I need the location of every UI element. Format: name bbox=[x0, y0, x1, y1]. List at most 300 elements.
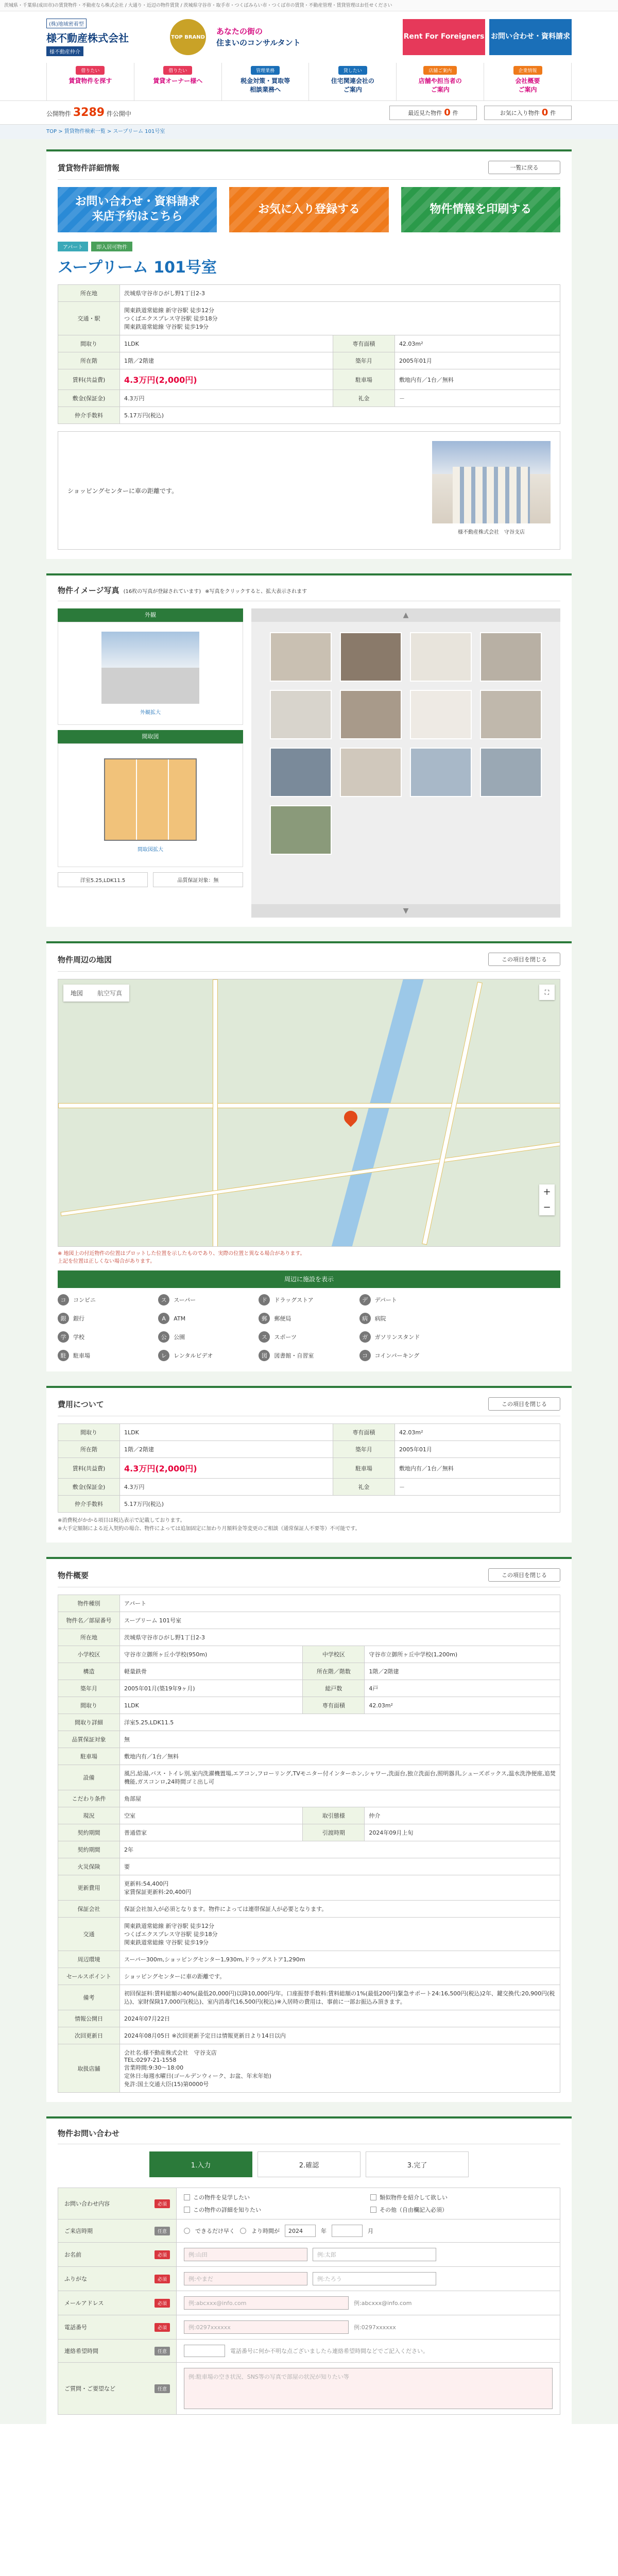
row-key: 敷金(保証金) bbox=[58, 1479, 120, 1496]
row-key: 敷金(保証金) bbox=[58, 390, 120, 407]
row-key: 間取り bbox=[58, 1697, 120, 1714]
table-row bbox=[58, 1951, 560, 1968]
table-row bbox=[58, 1680, 560, 1697]
facility-list bbox=[58, 1293, 560, 1362]
table-row bbox=[58, 1875, 560, 1901]
table-row bbox=[58, 1697, 560, 1714]
property-title: スープリーム 101号室 bbox=[58, 259, 217, 277]
row-key: 駐車場 bbox=[333, 1458, 394, 1479]
detail-spec-table bbox=[58, 284, 560, 424]
add-favorite-button[interactable]: お気に入り登録する bbox=[229, 187, 388, 232]
row-value: 4.3万円 bbox=[120, 1479, 333, 1496]
name-input-2[interactable]: 例:太郎 bbox=[313, 2248, 436, 2261]
thumbnail-panel bbox=[251, 608, 560, 918]
nav-item[interactable] bbox=[134, 63, 221, 100]
table-row bbox=[58, 1807, 560, 1824]
facility-toggle[interactable] bbox=[158, 1349, 259, 1362]
facility-label: 病院 bbox=[374, 1315, 386, 1322]
facility-toggle[interactable] bbox=[359, 1349, 460, 1362]
photo-thumbnail[interactable] bbox=[480, 690, 542, 739]
comment-box bbox=[58, 431, 560, 550]
photo-thumbnail[interactable] bbox=[270, 748, 332, 797]
step-confirm: 2.確認 bbox=[258, 2151, 360, 2177]
table-row bbox=[58, 369, 560, 390]
facility-toggle[interactable] bbox=[58, 1349, 158, 1362]
facility-icon: 郵 bbox=[259, 1313, 270, 1324]
row-key: 現況 bbox=[58, 1807, 120, 1824]
row-value: 1LDK bbox=[120, 1424, 333, 1441]
inquiry-form: お問い合わせ内容 必須 この物件を見学したい 類似物件を紹介して欲しい この物件の詳細を知りたい その他（自由欄記入必須） ご来店時期 任意 できるだけ早く より時間が 2024 年 月 お名前 必須 例:山田 例:太郎 ふりがな 必須 例:やまだ 例:たろう メールアドレス 必須 例:abcxxx@info.com 例:abcxxx@info.com 電話番号 必須 例:0297xxxxxx 例:0297xxxxxx 連絡希望時間 任意 電話番号に何か不明な点ございましたら連絡希望時間などでご記入ください。 ご質問・ご要望など 任意 例:駐車場の空き状況、SNS等の写真で部屋の状況が知りたい等 bbox=[58, 2188, 560, 2415]
catch-line-2: 住まいのコンサルタント bbox=[216, 38, 301, 47]
foreigners-button[interactable]: Rent For Foreigners bbox=[403, 19, 485, 55]
facility-label: 郵便局 bbox=[274, 1315, 291, 1322]
facility-spacer bbox=[460, 1349, 560, 1362]
facility-icon: 図 bbox=[259, 1350, 270, 1361]
nav-pill: 貸したい bbox=[338, 66, 367, 75]
nav-pill: 管理業務 bbox=[251, 66, 280, 75]
print-button[interactable]: 物件情報を印刷する bbox=[401, 187, 560, 232]
facility-toggle[interactable] bbox=[158, 1330, 259, 1344]
facility-label: 銀行 bbox=[73, 1315, 84, 1322]
catch-line-1: あなたの街の bbox=[216, 26, 263, 36]
row-key: 専有面積 bbox=[303, 1697, 365, 1714]
row-key: 構造 bbox=[58, 1663, 120, 1680]
photo-thumbnail[interactable] bbox=[270, 805, 332, 855]
map-section bbox=[46, 941, 572, 1371]
floorplan-zoom-link[interactable]: 間取図拡大 bbox=[138, 846, 163, 853]
tel-example: 例:0297xxxxxx bbox=[354, 2324, 396, 2331]
facility-spacer bbox=[460, 1330, 560, 1344]
row-value: 風呂,給湯,バス・トイレ別,室内洗濯機置場,エアコン,フローリング,TVモニター付インターホン,シャワー,洗面台,独立洗面台,照明器具,シューズボックス,温水洗浄便座,追焚機能,ガスコンロ,24時間ゴミ出し可 bbox=[120, 1765, 560, 1790]
nav-item[interactable] bbox=[221, 63, 309, 100]
close-map-button[interactable]: この項目を閉じる bbox=[488, 953, 560, 966]
row-value: 1LDK bbox=[120, 335, 333, 352]
close-overview-button[interactable]: この項目を閉じる bbox=[488, 1568, 560, 1582]
row-value: 5.17万円(税込) bbox=[120, 1496, 560, 1513]
public-count: 公開物件 3289 件公開中 bbox=[46, 106, 131, 119]
facility-toggle[interactable] bbox=[158, 1312, 259, 1325]
map-heading: 物件周辺の地図 bbox=[58, 955, 112, 964]
photo-heading: 物件イメージ写真 (16枚の写真が登録されています) ※写真をクリックすると、拡大表示されます bbox=[58, 586, 307, 595]
kana-input-2[interactable]: 例:たろう bbox=[313, 2272, 436, 2285]
fee-heading: 費用について bbox=[58, 1399, 104, 1409]
table-row bbox=[58, 1424, 560, 1441]
row-value: 角部屋 bbox=[120, 1790, 560, 1807]
row-value: 2005年01月(築19年9ヶ月) bbox=[120, 1680, 303, 1697]
row-value: 42.03m² bbox=[365, 1697, 560, 1714]
fullscreen-icon[interactable]: ⛶ bbox=[539, 985, 555, 1000]
row-value: 4戸 bbox=[365, 1680, 560, 1697]
scroll-up-arrow[interactable]: ▲ bbox=[251, 608, 560, 622]
row-key: 中学校区 bbox=[303, 1646, 365, 1663]
row-key: 所在地 bbox=[58, 285, 120, 302]
row-key: こだわり条件 bbox=[58, 1790, 120, 1807]
row-key: 築年月 bbox=[333, 1441, 394, 1458]
zoom-out-icon[interactable]: − bbox=[543, 1202, 551, 1213]
row-value: 会社名:様不動産株式会社 守谷支店 TEL:0297-21-1558 営業時間:9:30～18:00 定休日:毎週水曜日(ゴールデンウィーク、お盆、年末年始) 免許:国土交通大臣(15)第0000号 bbox=[120, 2044, 560, 2093]
row-value: スープリーム 101号室 bbox=[120, 1612, 560, 1629]
facility-toggle[interactable] bbox=[259, 1312, 359, 1325]
visit-asap[interactable]: できるだけ早く bbox=[184, 2227, 235, 2235]
facility-icon: 駐 bbox=[58, 1350, 69, 1361]
row-value: 保証会社加入が必須となります。物件によっては連帯保証人が必要となります。 bbox=[120, 1901, 560, 1918]
row-value: 敷地内有／1台／無料 bbox=[394, 369, 560, 390]
contact-request-button[interactable]: お問い合わせ・資料請求 bbox=[489, 19, 572, 55]
facility-label: デパート bbox=[374, 1297, 397, 1303]
photo-thumbnail[interactable] bbox=[340, 748, 402, 797]
row-key: 次回更新日 bbox=[58, 2027, 120, 2044]
exterior-zoom-link[interactable]: 外観拡大 bbox=[140, 709, 161, 716]
row-value: 茨城県守谷市ひがし野1丁目2-3 bbox=[120, 285, 560, 302]
table-row bbox=[58, 1479, 560, 1496]
facility-icon: ス bbox=[158, 1294, 169, 1306]
table-row bbox=[58, 1968, 560, 1985]
fee-table bbox=[58, 1423, 560, 1513]
shop-photo bbox=[432, 441, 551, 540]
nav-pill: 借りたい bbox=[76, 66, 105, 75]
overview-section bbox=[46, 1557, 572, 2102]
comment-text: ショッピングセンターに車の距離です。 bbox=[67, 487, 178, 495]
facility-toggle[interactable] bbox=[259, 1349, 359, 1362]
message-textarea[interactable]: 例:駐車場の空き状況、SNS等の写真で部屋の状況が知りたい等 bbox=[184, 2368, 553, 2409]
show-facilities-button[interactable]: 周辺に施設を表示 bbox=[58, 1270, 560, 1288]
row-key: 所在階 bbox=[58, 352, 120, 369]
layout-detail: 洋室5.25,LDK11.5 bbox=[58, 872, 148, 887]
shop-building-image bbox=[432, 441, 551, 523]
facility-label: コンビニ bbox=[73, 1297, 96, 1303]
table-row bbox=[58, 1595, 560, 1612]
facility-icon: A bbox=[158, 1313, 169, 1324]
favorites-button[interactable]: お気に入り物件 0 件 bbox=[484, 106, 572, 120]
global-nav bbox=[0, 63, 618, 101]
facility-toggle[interactable] bbox=[359, 1293, 460, 1307]
back-to-list-button[interactable]: 一覧に戻る bbox=[488, 161, 560, 174]
option-other[interactable]: その他（自由欄記入必須） bbox=[370, 2206, 553, 2214]
photo-thumbnail[interactable] bbox=[340, 690, 402, 739]
table-row bbox=[58, 390, 560, 407]
row-value: 仲介 bbox=[365, 1807, 560, 1824]
row-key: 設備 bbox=[58, 1765, 120, 1790]
table-row bbox=[58, 1918, 560, 1951]
facility-icon: 病 bbox=[359, 1313, 371, 1324]
name-input[interactable]: 例:山田 bbox=[184, 2248, 307, 2261]
row-key: 物件名／部屋番号 bbox=[58, 1612, 120, 1629]
row-value: 1階／2階建 bbox=[120, 352, 333, 369]
facility-icon: 公 bbox=[158, 1331, 169, 1343]
table-row bbox=[58, 352, 560, 369]
row-key: 築年月 bbox=[58, 1680, 120, 1697]
facility-icon: 銀 bbox=[58, 1313, 69, 1324]
facility-icon: デ bbox=[359, 1294, 371, 1306]
facility-label: ATM bbox=[174, 1315, 186, 1322]
row-key: 引渡時期 bbox=[303, 1824, 365, 1841]
facility-label: コインパーキング bbox=[374, 1352, 420, 1359]
type-tag: アパート bbox=[58, 242, 88, 251]
table-row bbox=[58, 1496, 560, 1513]
row-value: 空室 bbox=[120, 1807, 303, 1824]
facility-icon: ガ bbox=[359, 1331, 371, 1343]
facility-toggle[interactable] bbox=[359, 1330, 460, 1344]
photo-thumbnail[interactable] bbox=[340, 632, 402, 682]
map-tab[interactable]: 地図 bbox=[71, 990, 83, 997]
facility-icon: コ bbox=[58, 1294, 69, 1306]
table-row bbox=[58, 302, 560, 335]
facility-label: ガソリンスタンド bbox=[374, 1334, 420, 1341]
row-key: 所在階／階数 bbox=[303, 1663, 365, 1680]
facility-toggle[interactable] bbox=[259, 1293, 359, 1307]
floorplan-label: 間取図 bbox=[58, 730, 243, 743]
row-value: 1階／2階建 bbox=[120, 1441, 333, 1458]
facility-label: スポーツ bbox=[274, 1334, 297, 1341]
table-row bbox=[58, 1765, 560, 1790]
facility-toggle[interactable] bbox=[259, 1330, 359, 1344]
zoom-in-icon[interactable]: + bbox=[543, 1187, 551, 1197]
facility-icon: レ bbox=[158, 1350, 169, 1361]
row-value: 2024年09月上旬 bbox=[365, 1824, 560, 1841]
table-row bbox=[58, 1663, 560, 1680]
nav-pill: 店舗ご案内 bbox=[423, 66, 457, 75]
row-key: 保証会社 bbox=[58, 1901, 120, 1918]
row-key: 所在階 bbox=[58, 1441, 120, 1458]
table-row bbox=[58, 1458, 560, 1479]
nav-pill: 企業情報 bbox=[513, 66, 542, 75]
table-row bbox=[58, 1731, 560, 1748]
nav-item[interactable] bbox=[396, 63, 484, 100]
shop-caption: 様不動産株式会社 守谷支店 bbox=[458, 530, 525, 535]
photo-thumbnail[interactable] bbox=[270, 632, 332, 682]
top-info-bar: 茨城県・千葉県(成田市)の賃貸物件・不動産なら株式会社 / 大通り・近辺の物件賃貸 / 茨城県守谷市・取手市・つくばみらい市・つくば市の賃貸・不動産管理・賃貸管理はお任せください bbox=[0, 0, 618, 11]
zoom-control bbox=[539, 1184, 555, 1215]
facility-spacer bbox=[460, 1293, 560, 1307]
row-value: 敷地内有／1台／無料 bbox=[394, 1458, 560, 1479]
table-row bbox=[58, 1646, 560, 1663]
option-similar[interactable]: 類似物件を紹介して欲しい bbox=[370, 2193, 553, 2201]
inquiry-button[interactable]: お問い合わせ・資料請求 来店予約はこちら bbox=[58, 187, 217, 232]
map-canvas[interactable] bbox=[58, 979, 560, 1247]
facility-icon: ド bbox=[259, 1294, 270, 1306]
row-value: 2005年01月 bbox=[394, 1441, 560, 1458]
row-key: 賃料(共益費) bbox=[58, 1458, 120, 1479]
row-key: 賃料(共益費) bbox=[58, 369, 120, 390]
count-bar bbox=[0, 101, 618, 125]
overview-table bbox=[58, 1595, 560, 2093]
row-value: 要 bbox=[120, 1858, 560, 1875]
facility-label: レンタルビデオ bbox=[174, 1352, 213, 1359]
photo-thumbnail[interactable] bbox=[410, 690, 472, 739]
row-key: 火災保険 bbox=[58, 1858, 120, 1875]
row-value: アパート bbox=[120, 1595, 560, 1612]
table-row bbox=[58, 335, 560, 352]
kana-input[interactable]: 例:やまだ bbox=[184, 2272, 307, 2285]
row-value: 42.03m² bbox=[394, 1424, 560, 1441]
row-key: 間取り詳細 bbox=[58, 1714, 120, 1731]
row-key: 情報公開日 bbox=[58, 2010, 120, 2027]
row-key: 取扱店舗 bbox=[58, 2044, 120, 2093]
facility-label: 学校 bbox=[73, 1334, 84, 1341]
photo-thumbnail[interactable] bbox=[480, 632, 542, 682]
photo-thumbnail[interactable] bbox=[480, 748, 542, 797]
row-key: 専有面積 bbox=[333, 335, 394, 352]
recent-viewed-button[interactable]: 最近見た物件 0 件 bbox=[389, 106, 477, 120]
row-value: 4.3万円(2,000円) bbox=[120, 369, 333, 390]
row-value: 更新料:54,400円 家賃保証更新料:20,400円 bbox=[120, 1875, 560, 1901]
table-row bbox=[58, 1985, 560, 2010]
facility-toggle[interactable] bbox=[58, 1312, 158, 1325]
email-input[interactable]: 例:abcxxx@info.com bbox=[184, 2296, 349, 2310]
row-value: ショッピングセンターに車の距離です。 bbox=[120, 1968, 560, 1985]
row-key: 周辺環境 bbox=[58, 1951, 120, 1968]
breadcrumb[interactable]: TOP > 賃貸物件検索一覧 > スープリーム 101号室 bbox=[0, 125, 618, 139]
facility-label: スーパー bbox=[174, 1297, 196, 1303]
quality-detail: 品質保証対象：無 bbox=[153, 872, 243, 887]
exterior-photo[interactable] bbox=[58, 622, 243, 725]
row-key: 品質保証対象 bbox=[58, 1731, 120, 1748]
facility-toggle[interactable] bbox=[58, 1293, 158, 1307]
row-key: 礼金 bbox=[333, 390, 394, 407]
nav-item[interactable] bbox=[46, 63, 134, 100]
tel-input[interactable]: 例:0297xxxxxx bbox=[184, 2320, 349, 2334]
row-value: 初回保証料:賃料総額の40%(最低20,000円)以降10,000円/年。口座振替手数料:賃料総額の1%(最低200円)緊急サポート24:16,500円(税込)2年、鍵交換代:20,900円(税込)、家財保険17,000円(税込)、室内消毒代16,500円(税込)※入居時の費用は、事前に一部お振込み頂きます。 bbox=[120, 1985, 560, 2010]
table-row bbox=[58, 1790, 560, 1807]
row-value: 42.03m² bbox=[394, 335, 560, 352]
row-value: 無 bbox=[120, 1731, 560, 1748]
row-key: 物件種別 bbox=[58, 1595, 120, 1612]
nav-item[interactable] bbox=[484, 63, 572, 100]
row-value: 2024年08月05日 ※次回更新予定日は情報更新日より14日以内 bbox=[120, 2027, 560, 2044]
table-row bbox=[58, 2027, 560, 2044]
nav-label: 賃貸オーナー様へ bbox=[153, 77, 203, 84]
facility-icon: 学 bbox=[58, 1331, 69, 1343]
row-key: 礼金 bbox=[333, 1479, 394, 1496]
time-select[interactable] bbox=[184, 2345, 225, 2357]
nav-item[interactable] bbox=[308, 63, 396, 100]
row-value: 茨城県守谷市ひがし野1丁目2-3 bbox=[120, 1629, 560, 1646]
row-key: 専有面積 bbox=[333, 1424, 394, 1441]
table-row bbox=[58, 1748, 560, 1765]
facility-toggle[interactable] bbox=[58, 1330, 158, 1344]
catchphrase bbox=[216, 26, 335, 49]
photo-thumbnail[interactable] bbox=[270, 690, 332, 739]
map-note: ※ 地図上の付近物件の位置はプロットした位置を示したものであり、実際の位置と異なる場合があります。 上記を位置は正しくない場合があります。 bbox=[58, 1251, 305, 1264]
row-key: 更新費用 bbox=[58, 1875, 120, 1901]
table-row bbox=[58, 1441, 560, 1458]
row-key: 契約期間 bbox=[58, 1824, 120, 1841]
facility-label: ドラッグストア bbox=[274, 1297, 314, 1303]
table-row bbox=[58, 407, 560, 424]
row-key: 駐車場 bbox=[58, 1748, 120, 1765]
row-value: 関東鉄道常総線 新守谷駅 徒歩12分 つくばエクスプレス守谷駅 徒歩18分 関東鉄道常総線 守谷駅 徒歩19分 bbox=[120, 1918, 560, 1951]
row-value: 2024年07月22日 bbox=[120, 2010, 560, 2027]
row-value: 4.3万円(2,000円) bbox=[120, 1458, 333, 1479]
table-row bbox=[58, 1901, 560, 1918]
row-value: 1LDK bbox=[120, 1697, 303, 1714]
brand-badge: TOP BRAND bbox=[170, 19, 206, 55]
facility-icon: コ bbox=[359, 1350, 371, 1361]
nav-label: 住宅関連会社の ご案内 bbox=[331, 77, 374, 93]
facility-label: 図書館・自習室 bbox=[274, 1352, 314, 1359]
satellite-tab[interactable]: 航空写真 bbox=[97, 990, 123, 997]
form-heading: 物件お問い合わせ bbox=[58, 2129, 120, 2138]
facility-label: 公園 bbox=[174, 1334, 185, 1341]
table-row bbox=[58, 2044, 560, 2093]
floorplan-photo[interactable] bbox=[58, 743, 243, 867]
scroll-down-arrow[interactable]: ▼ bbox=[251, 904, 560, 918]
row-value: 2005年01月 bbox=[394, 352, 560, 369]
row-value: 5.17万円(税込) bbox=[120, 407, 560, 424]
facility-toggle[interactable] bbox=[158, 1293, 259, 1307]
overview-heading: 物件概要 bbox=[58, 1570, 89, 1580]
row-value: 守谷市立御所ヶ丘小学校(950m) bbox=[120, 1646, 303, 1663]
row-value: － bbox=[394, 390, 560, 407]
photo-section bbox=[46, 573, 572, 927]
facility-toggle[interactable] bbox=[359, 1312, 460, 1325]
facility-label: 駐車場 bbox=[73, 1352, 90, 1359]
row-key: セールスポイント bbox=[58, 1968, 120, 1985]
visit-later[interactable]: より時間が bbox=[240, 2227, 280, 2235]
row-key: 交通 bbox=[58, 1918, 120, 1951]
fee-section bbox=[46, 1386, 572, 1543]
row-key: 築年月 bbox=[333, 352, 394, 369]
row-key: 仲介手数料 bbox=[58, 1496, 120, 1513]
photo-thumbnail[interactable] bbox=[410, 748, 472, 797]
facility-spacer bbox=[460, 1312, 560, 1325]
row-key: 交通・駅 bbox=[58, 302, 120, 335]
month-select[interactable] bbox=[332, 2225, 363, 2237]
nav-label: 店舗や担当者の ご案内 bbox=[418, 77, 462, 93]
row-key: 取引態様 bbox=[303, 1807, 365, 1824]
row-value: 軽量鉄骨 bbox=[120, 1663, 303, 1680]
nav-label: 会社概要 ご案内 bbox=[515, 77, 540, 93]
row-value: － bbox=[394, 1479, 560, 1496]
row-value: スーパー300m,ショッピングセンター1,930m,ドラッグストア1,290m bbox=[120, 1951, 560, 1968]
table-row bbox=[58, 1824, 560, 1841]
fee-note: ※消費税がかかる項目は税込表示で記載しております。 ※大手定額制による近入契約の場合、物件によっては追加固定に加わり月額料金等変更のご相談（通常保証人不要等）不可能です。 bbox=[58, 1518, 360, 1532]
row-key: 契約期間 bbox=[58, 1841, 120, 1858]
property-pin-icon[interactable] bbox=[341, 1108, 360, 1127]
row-value: 普通借家 bbox=[120, 1824, 303, 1841]
table-row bbox=[58, 1629, 560, 1646]
close-fee-button[interactable]: この項目を閉じる bbox=[488, 1397, 560, 1411]
vacancy-tag: 即入居可物件 bbox=[91, 242, 132, 251]
main-content bbox=[0, 139, 618, 2424]
row-value: 守谷市立御所ヶ丘中学校(1,200m) bbox=[365, 1646, 560, 1663]
option-detail[interactable]: この物件の詳細を知りたい bbox=[184, 2206, 366, 2214]
site-header bbox=[0, 11, 618, 63]
row-key: 小学校区 bbox=[58, 1646, 120, 1663]
row-key: 総戸数 bbox=[303, 1680, 365, 1697]
photo-thumbnail[interactable] bbox=[410, 632, 472, 682]
row-key: 所在地 bbox=[58, 1629, 120, 1646]
row-key: 間取り bbox=[58, 1424, 120, 1441]
option-visit[interactable]: この物件を見学したい bbox=[184, 2193, 366, 2201]
site-logo[interactable] bbox=[46, 19, 160, 56]
row-value: 2年 bbox=[120, 1841, 560, 1858]
row-value: 洋室5.25,LDK11.5 bbox=[120, 1714, 560, 1731]
row-key: 備考 bbox=[58, 1985, 120, 2010]
email-example: 例:abcxxx@info.com bbox=[354, 2300, 412, 2307]
nav-pill: 借りたい bbox=[163, 66, 192, 75]
row-key: 駐車場 bbox=[333, 369, 394, 390]
year-select[interactable]: 2024 bbox=[285, 2225, 316, 2237]
table-row bbox=[58, 1612, 560, 1629]
step-input: 1.入力 bbox=[149, 2151, 252, 2177]
logo-name: 様不動産株式会社 bbox=[46, 31, 129, 44]
detail-heading: 賃貸物件詳細情報 bbox=[58, 163, 120, 173]
table-row bbox=[58, 285, 560, 302]
row-value: 1階／2階建 bbox=[365, 1663, 560, 1680]
step-complete: 3.完了 bbox=[366, 2151, 469, 2177]
nav-label: 賃貸物件を探す bbox=[68, 77, 112, 84]
